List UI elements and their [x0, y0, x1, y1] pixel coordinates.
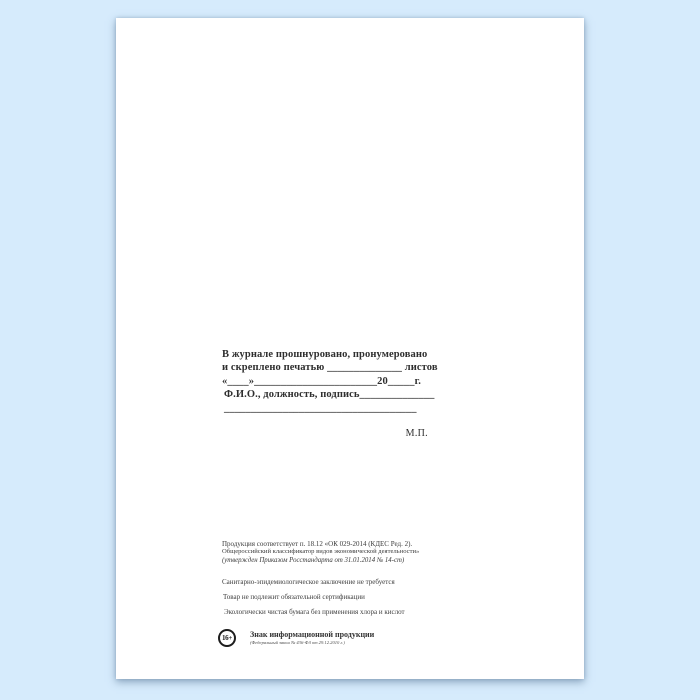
stamp-line-bound-notice: В журнале прошнуровано, пронумеровано [222, 349, 428, 360]
journal-back-page [116, 18, 584, 679]
federal-law-reference: (Федеральный закон № 436-ФЗ от 29.12.2010 г.) [250, 639, 345, 645]
stamp-line-name-position-signature: Ф.И.О., должность, подпись______________ [224, 389, 435, 401]
conformity-line-1: Продукция соответствует п. 18.12 «ОК 029-2014 (КДЕС Ред. 2). [222, 540, 413, 548]
certification-note: Товар не подлежит обязательной сертификации [223, 593, 365, 601]
conformity-line-3: (утвержден Приказом Росстандарта от 31.01.2014 № 14-ст) [222, 556, 405, 564]
product-conformity-note [222, 540, 419, 565]
information-product-sign-label: Знак информационной продукции [250, 630, 375, 639]
conformity-line-2: Общероссийский классификатор видов экономической деятельности» [222, 548, 420, 556]
stamp-place-abbreviation: М.П. [405, 428, 428, 439]
ecology-paper-note: Экологически чистая бумага без применения хлора и кислот [224, 608, 405, 616]
stamp-certification-block [222, 348, 552, 415]
stamp-line-date: «____»_______________________20_____г. [222, 375, 422, 387]
stamp-line-sheets-count: и скреплено печатью ______________ листов [222, 362, 438, 374]
stamp-line-signature-rule: ____________________________________ [224, 402, 417, 414]
sanitary-conclusion-note: Санитарно-эпидемиологическое заключение не требуется [222, 578, 395, 586]
age-rating-16plus-icon: 16+ [218, 629, 236, 647]
